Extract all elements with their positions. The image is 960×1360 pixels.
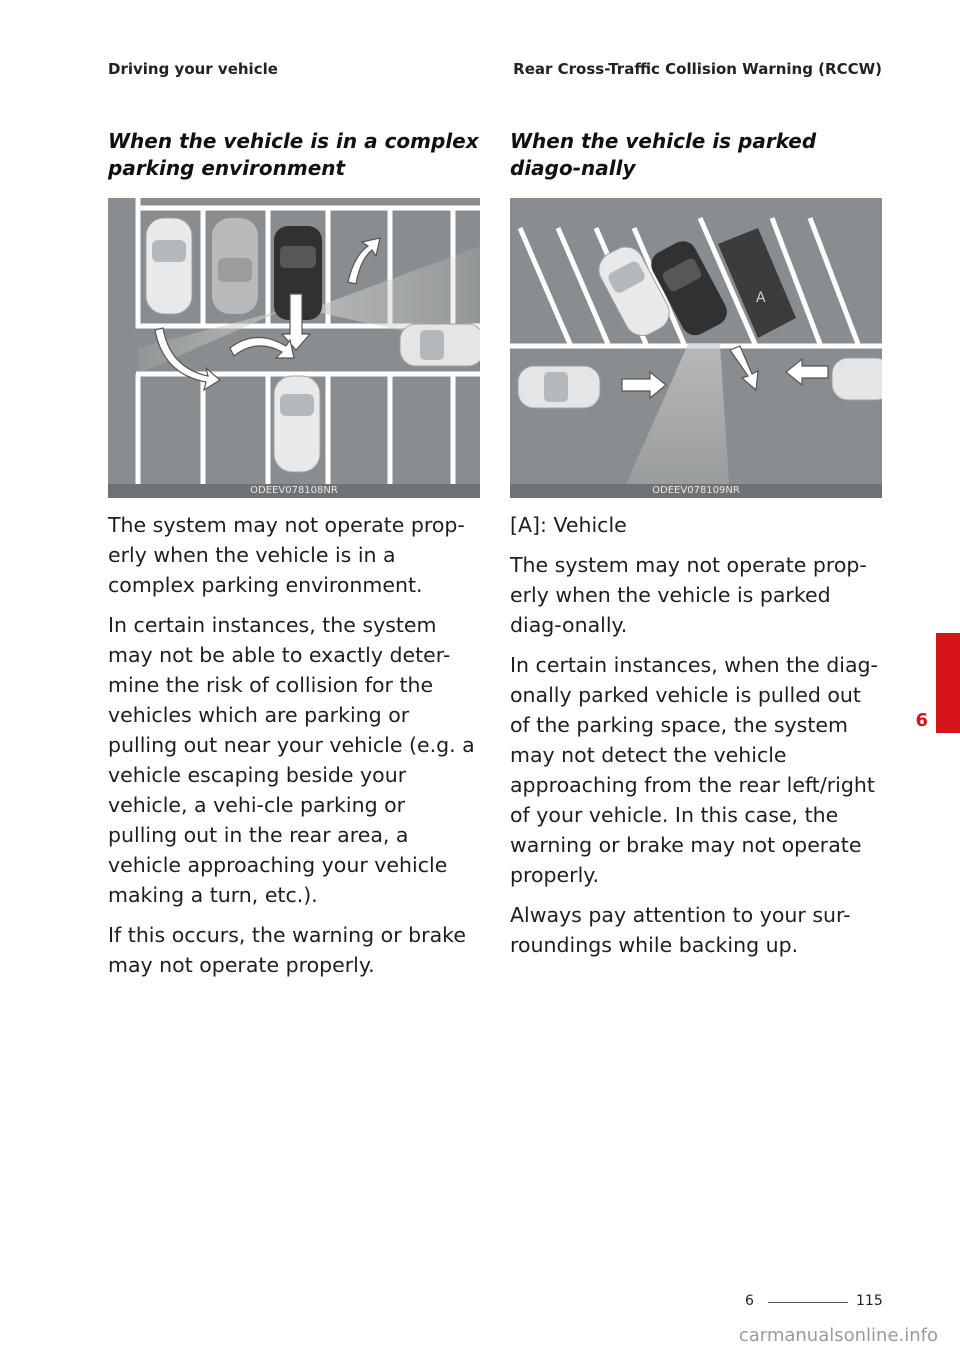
- section-title-diagonal-parking: When the vehicle is parked diago-nally: [510, 129, 817, 180]
- running-header-topic: Rear Cross-Traffic Collision Warning (RCCW): [513, 60, 882, 78]
- footer-divider: [768, 1302, 848, 1303]
- paragraph: In certain instances, the system may not be able to exactly deter-mine the risk of collision for the vehicles which are parking or pulling out near your vehicle (e.g. a vehicle escaping beside your vehicle, a vehi-cle parking or pulling out in the rear area, a vehicle approaching your vehicle making a turn, etc.).: [108, 613, 475, 907]
- paragraph: In certain instances, when the diag-onally parked vehicle is pulled out of the parking space, the system may not detect the vehicle approaching from the rear left/right of your vehicle. In this case, the warning or brake may not operate properly.: [510, 653, 878, 887]
- footer-page-number: 115: [856, 1293, 883, 1309]
- paragraph: The system may not operate prop-erly when the vehicle is parked diag-onally.: [510, 553, 867, 637]
- figure-marker-a: A: [756, 290, 766, 306]
- diagonal-parking-illustration: [510, 198, 882, 498]
- footer-chapter-number: 6: [745, 1293, 754, 1309]
- right-column: [510, 128, 882, 960]
- figure-code: ODEEV078109NR: [510, 484, 882, 498]
- paragraph: If this occurs, the warning or brake may not operate properly.: [108, 923, 466, 977]
- chapter-tab-number: 6: [915, 710, 928, 731]
- paragraph: Always pay attention to your sur-roundings while backing up.: [510, 903, 851, 957]
- running-header-section: Driving your vehicle: [108, 60, 278, 78]
- figure-code: ODEEV078108NR: [108, 484, 480, 498]
- left-column: [108, 128, 480, 980]
- paragraph: The system may not operate prop-erly when the vehicle is in a complex parking environment.: [108, 513, 465, 597]
- watermark: carmanualsonline.info: [738, 1325, 938, 1346]
- complex-parking-illustration: [108, 198, 480, 498]
- figure-complex-parking: [108, 198, 480, 498]
- figure-diagonal-parking: [510, 198, 882, 498]
- section-title-complex-parking: When the vehicle is in a complex parking environment: [108, 129, 479, 180]
- paragraph: [A]: Vehicle: [510, 513, 627, 537]
- chapter-tab: [936, 633, 960, 733]
